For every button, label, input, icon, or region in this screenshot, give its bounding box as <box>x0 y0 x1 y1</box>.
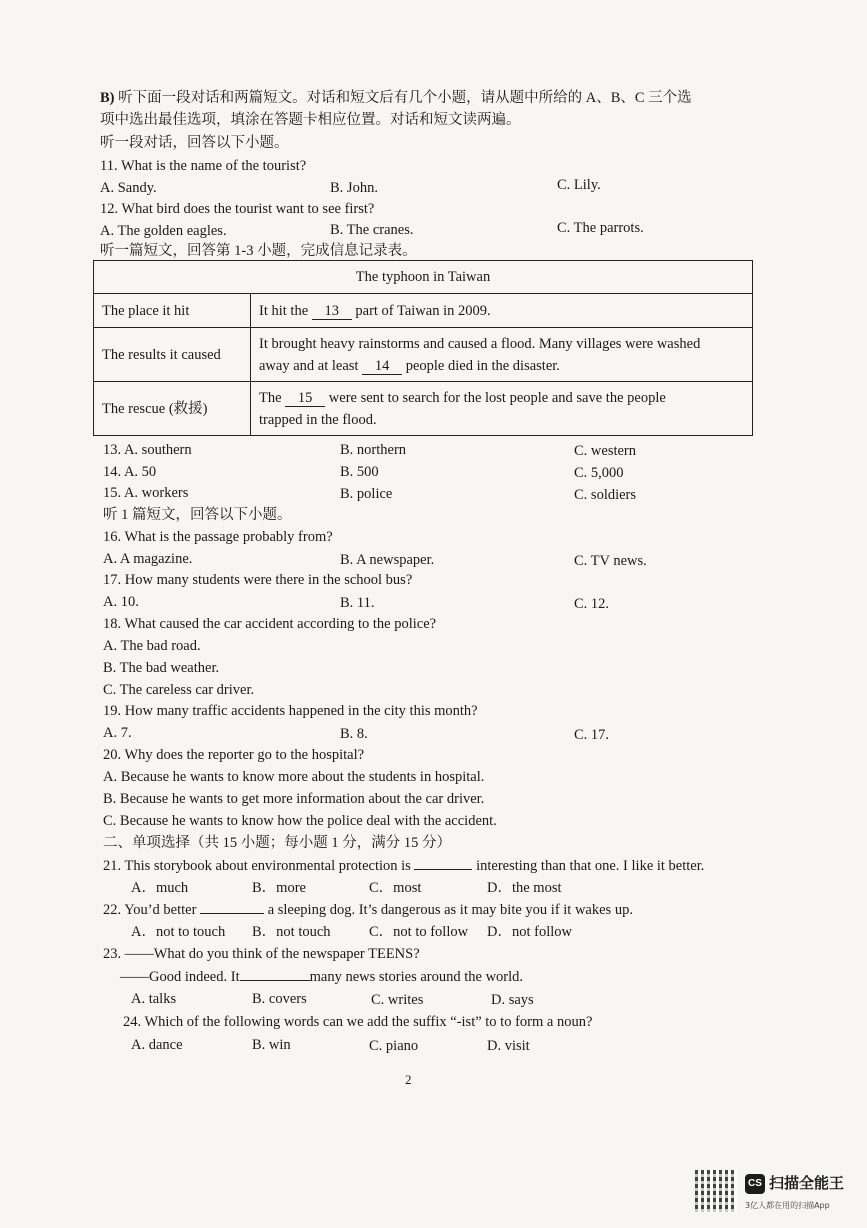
q24-stem: 24. Which of the following words can we add the suffix “-ist” to to form a noun? <box>123 1014 593 1030</box>
q22-option-c: C．not to follow <box>369 924 469 940</box>
camscanner-name: 扫描全能王 <box>769 1174 845 1192</box>
q21-stem: 21. This storybook about environmental protection is interesting than that one. I like it better. <box>103 858 705 874</box>
table-row-value: The 15 were sent to search for the lost people and save the people trapped in the flood. <box>251 382 753 436</box>
q13-option-a: 13. A. southern <box>103 442 192 458</box>
q23-option-c: C. writes <box>371 992 424 1008</box>
q18-option-c: C. The careless car driver. <box>103 682 255 698</box>
q14-option-a: 14. A. 50 <box>103 464 157 480</box>
table-row-value: It hit the 13 part of Taiwan in 2009. <box>251 294 753 328</box>
table-row-key: The results it caused <box>94 328 251 382</box>
section2-header: 二、单项选择（共 15 小题；每小题 1 分，满分 15 分） <box>103 835 451 851</box>
q22-option-a: A．not to touch <box>131 924 226 940</box>
q21-option-a: A．much <box>131 880 189 896</box>
q20-stem: 20. Why does the reporter go to the hospital? <box>103 747 365 763</box>
q14-option-b: B. 500 <box>340 464 379 480</box>
q12-stem: 12. What bird does the tourist want to see first? <box>100 201 375 217</box>
answer-blank-23 <box>240 980 310 981</box>
q17-stem: 17. How many students were there in the school bus? <box>103 572 413 588</box>
passage2-intro: 听 1 篇短文，回答以下小题。 <box>103 507 292 523</box>
camscanner-tagline: 3亿人都在用的扫描App <box>745 1201 830 1210</box>
q13-option-c: C. western <box>574 443 637 459</box>
q21-option-c: C．most <box>369 880 422 896</box>
q17-option-b: B. 11. <box>340 595 375 611</box>
answer-blank-13: 13 <box>312 303 352 320</box>
q15-option-c: C. soldiers <box>574 487 637 503</box>
table-row-value: It brought heavy rainstorms and caused a flood. Many villages were washed away and at least 14 people died in the disaster. <box>251 328 753 382</box>
table-title: The typhoon in Taiwan <box>94 261 753 294</box>
q20-option-a: A. Because he wants to know more about the students in hospital. <box>103 769 485 785</box>
q11-option-a: A. Sandy. <box>100 180 157 196</box>
q19-stem: 19. How many traffic accidents happened in the city this month? <box>103 703 478 719</box>
q19-option-b: B. 8. <box>340 726 368 742</box>
q24-option-a: A. dance <box>131 1037 183 1053</box>
answer-blank-15: 15 <box>285 390 325 407</box>
qr-code-icon <box>695 1170 737 1212</box>
q22-option-d: D．not follow <box>487 924 572 940</box>
q12-option-a: A. The golden eagles. <box>100 223 227 239</box>
section-b-line1 <box>100 88 692 108</box>
passage1-intro: 听一篇短文，回答第 1-3 小题，完成信息记录表。 <box>100 243 417 259</box>
q11-option-b: B. John. <box>330 180 378 196</box>
table-row-key: The place it hit <box>94 294 251 328</box>
scan-header-artifacts <box>0 0 867 22</box>
answer-blank-21 <box>414 869 472 870</box>
q20-option-b: B. Because he wants to get more information about the car driver. <box>103 791 485 807</box>
q20-option-c: C. Because he wants to know how the police deal with the accident. <box>103 813 497 829</box>
q12-option-c: C. The parrots. <box>557 220 644 236</box>
q19-option-c: C. 17. <box>574 727 610 743</box>
q19-option-a: A. 7. <box>103 725 132 741</box>
dialogue-intro: 听一段对话，回答以下小题。 <box>100 135 289 151</box>
q21-option-d: D．the most <box>487 880 562 896</box>
section-b-label: B) <box>100 90 115 106</box>
q18-stem: 18. What caused the car accident according to the police? <box>103 616 437 632</box>
q11-stem: 11. What is the name of the tourist? <box>100 158 307 174</box>
q14-option-c: C. 5,000 <box>574 465 624 481</box>
q16-option-b: B. A newspaper. <box>340 552 435 568</box>
q23-line2: ——Good indeed. It many news stories around the world. <box>120 969 524 985</box>
q24-option-b: B. win <box>252 1037 291 1053</box>
q16-stem: 16. What is the passage probably from? <box>103 529 333 545</box>
typhoon-info-table <box>93 260 753 436</box>
page-number: 2 <box>405 1072 412 1087</box>
q24-option-c: C. piano <box>369 1038 419 1054</box>
q23-option-b: B. covers <box>252 991 307 1007</box>
section-b-line2: 项中选出最佳选项，填涂在答题卡相应位置。对话和短文读两遍。 <box>100 112 521 128</box>
q17-option-a: A. 10. <box>103 594 139 610</box>
q24-option-d: D. visit <box>487 1038 530 1054</box>
answer-blank-22 <box>200 913 264 914</box>
q15-option-b: B. police <box>340 486 393 502</box>
q23-line1: 23. ——What do you think of the newspaper TEENS? <box>103 946 420 962</box>
q21-option-b: B．more <box>252 880 306 896</box>
q16-option-c: C. TV news. <box>574 553 647 569</box>
q15-option-a: 15. A. workers <box>103 485 189 501</box>
q11-option-c: C. Lily. <box>557 177 601 193</box>
scanner-watermark <box>695 1168 855 1218</box>
answer-blank-14: 14 <box>362 358 402 375</box>
q12-option-b: B. The cranes. <box>330 222 414 238</box>
q22-stem: 22. You’d better a sleeping dog. It’s dangerous as it may bite you if it wakes up. <box>103 902 633 918</box>
q22-option-b: B．not touch <box>252 924 331 940</box>
q16-option-a: A. A magazine. <box>103 551 193 567</box>
table-row-key: The rescue (救援) <box>94 382 251 436</box>
camscanner-logo: CS <box>745 1174 765 1194</box>
q23-option-d: D. says <box>491 992 534 1008</box>
q13-option-b: B. northern <box>340 442 407 458</box>
q18-option-a: A. The bad road. <box>103 638 201 654</box>
section-b-text: 听下面一段对话和两篇短文。对话和短文后有几个小题，请从题中所给的 A、B、C 三个选 <box>118 90 692 106</box>
q23-option-a: A. talks <box>131 991 177 1007</box>
q17-option-c: C. 12. <box>574 596 610 612</box>
q18-option-b: B. The bad weather. <box>103 660 220 676</box>
